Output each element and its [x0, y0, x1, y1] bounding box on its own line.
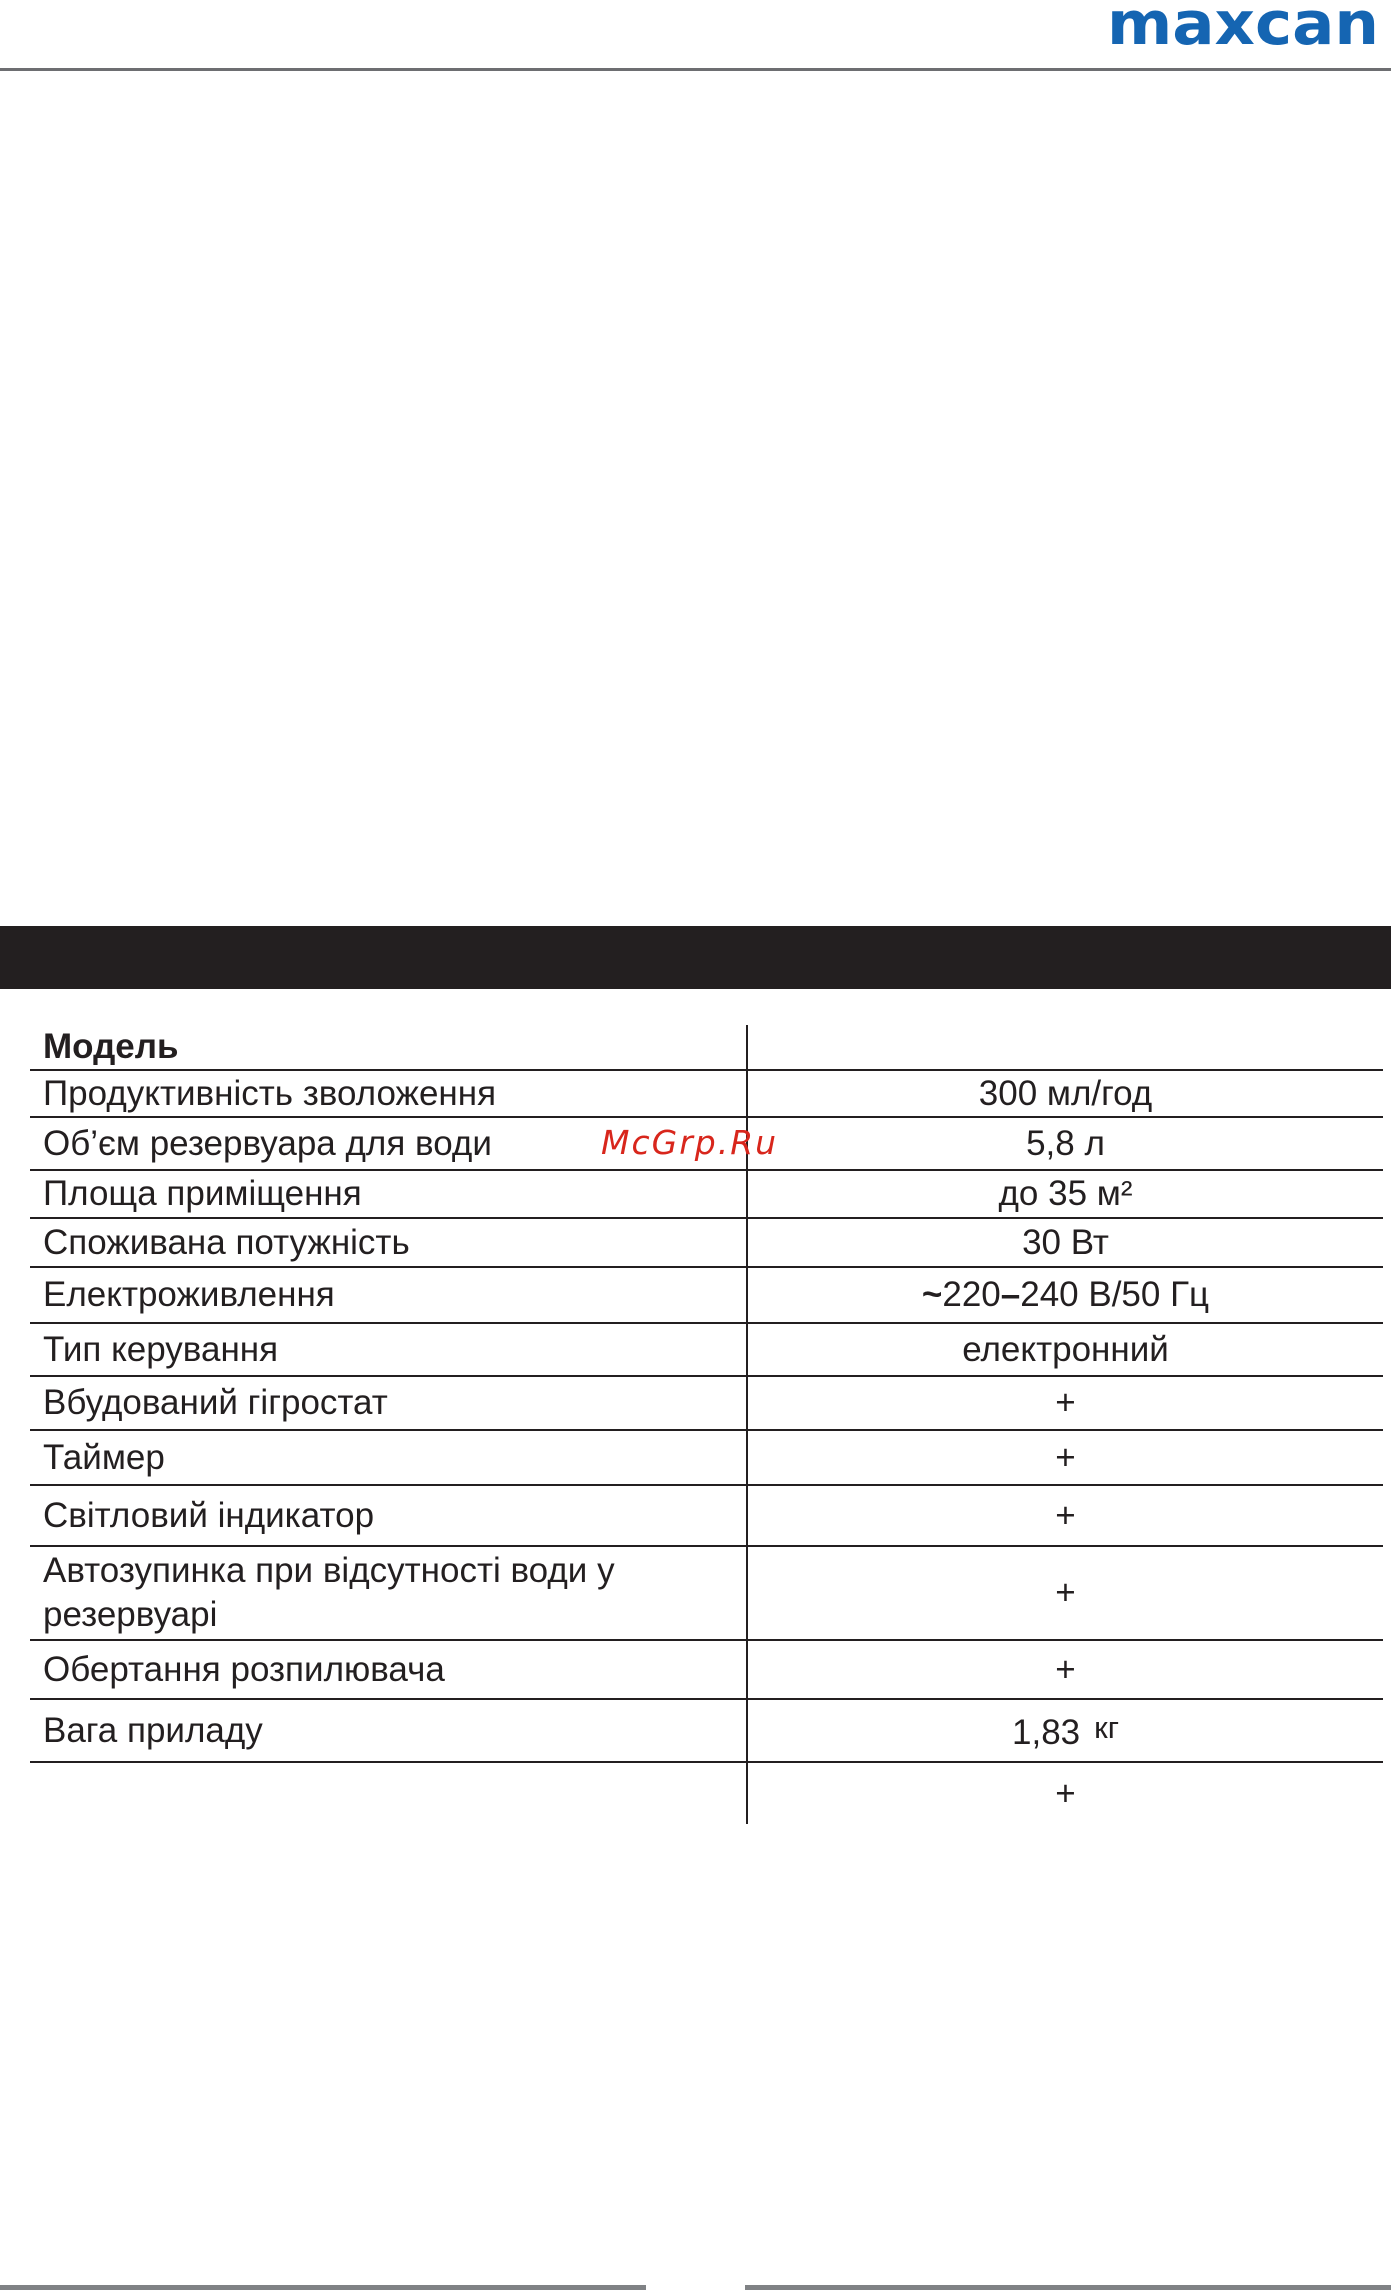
spec-label: Таймер: [30, 1430, 747, 1485]
spec-label: [30, 1762, 747, 1824]
spec-value-power-supply: [747, 1267, 1383, 1323]
spec-value-weight: [747, 1699, 1383, 1762]
voltage-high: 240 В/50 Гц: [1020, 1275, 1210, 1314]
header-rule: [0, 68, 1391, 71]
spec-label: Площа приміщення: [30, 1170, 747, 1218]
table-row: [30, 1218, 1383, 1267]
table-row: [30, 1485, 1383, 1546]
spec-value: +: [747, 1485, 1383, 1546]
spec-label: Автозупинка при відсутності води у резервуарі: [30, 1546, 747, 1640]
table-row: [30, 1640, 1383, 1699]
spec-value: +: [747, 1762, 1383, 1824]
table-row: [30, 1267, 1383, 1323]
footer-rule-left: [0, 2285, 646, 2290]
table-row-model: [30, 1025, 1383, 1070]
spec-label: Тип керування: [30, 1323, 747, 1376]
spec-label: Вага приладу: [30, 1699, 747, 1762]
section-header-band: [0, 926, 1391, 989]
spec-value: +: [747, 1376, 1383, 1430]
spec-label: Вбудований гігростат: [30, 1376, 747, 1430]
spec-value: до 35 м²: [747, 1170, 1383, 1218]
spec-value: 5,8 л: [747, 1117, 1383, 1170]
watermark-text: McGrp.Ru: [601, 1123, 779, 1162]
voltage-low: 220: [942, 1275, 1001, 1314]
voltage-dash: –: [1000, 1275, 1021, 1314]
table-row: [30, 1323, 1383, 1376]
maxcan-logo: [1107, 0, 1379, 52]
table-row: [30, 1546, 1383, 1640]
table-row: [30, 1170, 1383, 1218]
model-heading-value: [747, 1025, 1383, 1070]
table-row: [30, 1430, 1383, 1485]
spec-label: Обертання розпилювача: [30, 1640, 747, 1699]
table-row: [30, 1699, 1383, 1762]
spec-label: Продуктивність зволоження: [30, 1070, 747, 1117]
footer-rule-right: [745, 2285, 1391, 2290]
spec-label: Об’єм резервуара для води: [30, 1117, 747, 1170]
tilde-symbol: ~: [921, 1275, 943, 1314]
logo-text: maxcan: [1107, 0, 1379, 52]
weight-number: 1,83: [1012, 1713, 1081, 1752]
table-row: [30, 1376, 1383, 1430]
spec-label: Електроживлення: [30, 1267, 747, 1323]
spec-value: +: [747, 1640, 1383, 1699]
spec-value: 30 Вт: [747, 1218, 1383, 1267]
spec-value: +: [747, 1430, 1383, 1485]
table-row: [30, 1762, 1383, 1824]
table-row: [30, 1070, 1383, 1117]
spec-value: 300 мл/год: [747, 1070, 1383, 1117]
spec-label: Споживана потужність: [30, 1218, 747, 1267]
spec-label: Світловий індикатор: [30, 1485, 747, 1546]
model-heading-label: Модель: [30, 1025, 747, 1070]
weight-unit: кг: [1094, 1710, 1119, 1745]
spec-value: електронний: [747, 1323, 1383, 1376]
spec-value: +: [747, 1546, 1383, 1640]
